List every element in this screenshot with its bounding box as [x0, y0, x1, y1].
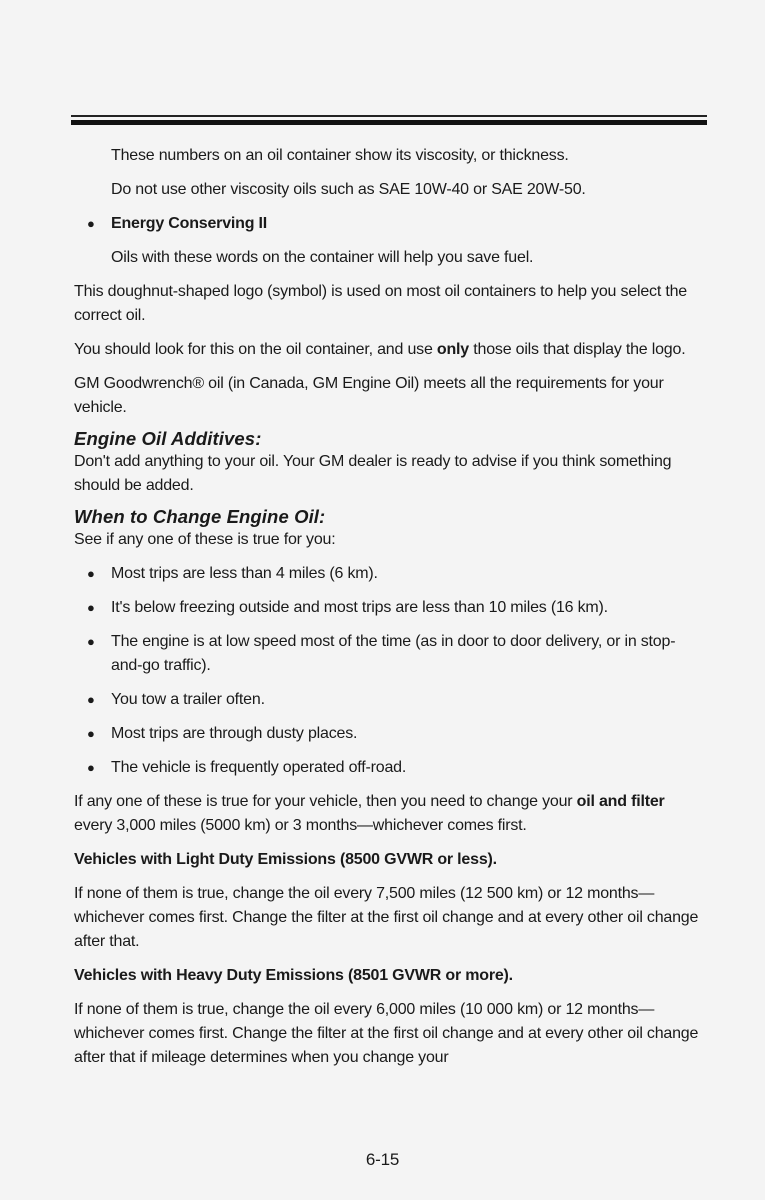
no-other-oils-text: Do not use other viscosity oils such as SAE 10W-40 or SAE 20W-50.	[111, 181, 586, 198]
page-number: 6-15	[365, 1150, 400, 1169]
energy-title: Energy Conserving II	[111, 215, 268, 232]
bullet-dot-icon: ●	[87, 692, 95, 707]
bullet-dot-icon: ●	[87, 726, 95, 741]
list-item	[74, 722, 704, 746]
change-intro: See if any one of these is true for you:	[74, 531, 336, 548]
condition-text-b: every 3,000 miles (5000 km) or 3 months—whichever comes first.	[74, 817, 527, 834]
additives-body: Don't add anything to your oil. Your GM dealer is ready to advise if you think something should be added.	[74, 453, 672, 494]
look-text-b: those oils that display the logo.	[469, 341, 686, 358]
heavy-duty-heading: Vehicles with Heavy Duty Emissions (8501 GVWR or more).	[74, 967, 513, 984]
rule-thick-line	[71, 120, 707, 125]
list-item	[74, 630, 704, 678]
condition-text-a: If any one of these is true for your vehicle, then you need to change your	[74, 793, 577, 810]
bullet-dot-icon: ●	[87, 760, 95, 775]
list-item-text: The vehicle is frequently operated off-road.	[111, 759, 407, 776]
goodwrench-text: GM Goodwrench® oil (in Canada, GM Engine Oil) meets all the requirements for your vehicle.	[74, 375, 664, 416]
bullet-dot-icon: ●	[87, 566, 95, 581]
energy-bullet	[74, 212, 704, 236]
list-item	[74, 756, 704, 780]
list-item-text: Most trips are through dusty places.	[111, 725, 358, 742]
top-rule	[71, 115, 707, 126]
list-item	[74, 562, 704, 586]
bullet-dot-icon: ●	[87, 634, 95, 649]
bullet-dot-icon: ●	[87, 600, 95, 615]
page-content	[74, 144, 704, 1070]
condition-text-bold: oil and filter	[576, 793, 665, 810]
list-item-text: You tow a trailer often.	[111, 691, 265, 708]
light-duty-body: If none of them is true, change the oil every 7,500 miles (12 500 km) or 12 months—whichever comes first. Change the filter at the first oil change and at every other oil change after that.	[74, 885, 699, 950]
look-for-logo-text	[74, 338, 704, 362]
viscosity-text: These numbers on an oil container show its viscosity, or thickness.	[111, 147, 569, 164]
rule-thin-line	[71, 115, 707, 117]
light-duty-heading: Vehicles with Light Duty Emissions (8500 GVWR or less).	[74, 851, 497, 868]
list-item-text: It's below freezing outside and most trips are less than 10 miles (16 km).	[111, 599, 608, 616]
bullet-dot-icon: ●	[87, 216, 95, 231]
heavy-duty-body: If none of them is true, change the oil every 6,000 miles (10 000 km) or 12 months—whichever comes first. Change the filter at the first oil change and at every other oil change after that if mileage determines when you change your	[74, 1001, 699, 1066]
look-text-a: You should look for this on the oil container, and use	[74, 341, 437, 358]
change-heading: When to Change Engine Oil:	[74, 506, 326, 527]
energy-body: Oils with these words on the container will help you save fuel.	[111, 249, 534, 266]
list-item-text: The engine is at low speed most of the time (as in door to door delivery, or in stop-and-go traffic).	[111, 633, 676, 674]
additives-heading: Engine Oil Additives:	[74, 428, 262, 449]
list-item	[74, 596, 704, 620]
list-item	[74, 688, 704, 712]
change-condition-text	[74, 790, 704, 838]
look-text-bold: only	[436, 341, 469, 358]
doughnut-logo-text: This doughnut-shaped logo (symbol) is used on most oil containers to help you select the correct oil.	[74, 283, 687, 324]
list-item-text: Most trips are less than 4 miles (6 km).	[111, 565, 378, 582]
